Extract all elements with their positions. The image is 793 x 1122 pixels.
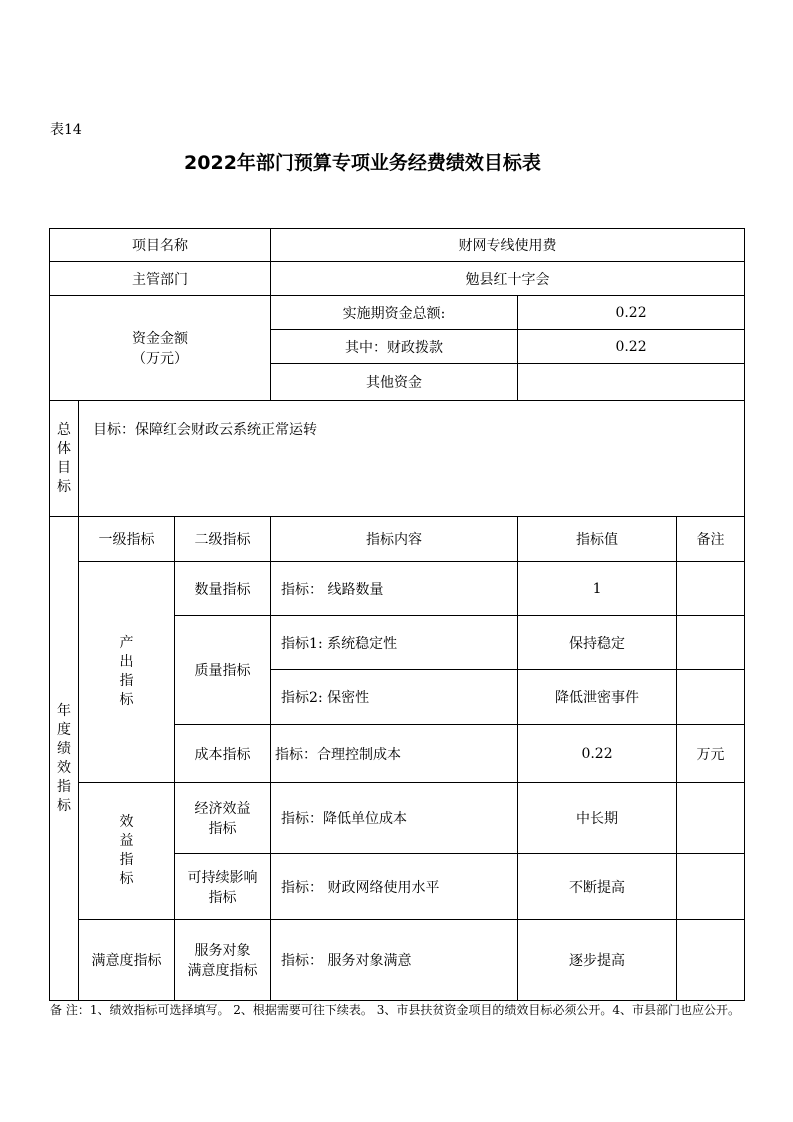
satisfaction-value: 逐步提高 (518, 920, 677, 1001)
funds-label-line1: 资金金额 (132, 331, 189, 347)
sustain-label-line1: 可持续影响 (187, 869, 258, 886)
annual-indicator-label-char: 年 (57, 702, 71, 719)
funds-fiscal-label: 其中：财政拨款 (271, 330, 518, 364)
funds-total-label: 实施期资金总额: (271, 296, 518, 330)
satisfaction-content: 指标： 服务对象满意 (271, 920, 518, 1001)
department-row (50, 262, 745, 296)
quantity-remark (677, 562, 745, 616)
annual-indicator-label-char: 效 (57, 759, 71, 776)
quantity-content: 指标： 线路数量 (271, 562, 518, 616)
sustain-value: 不断提高 (518, 854, 677, 920)
header-remark: 备注 (677, 517, 745, 562)
funds-total-value: 0.22 (518, 296, 745, 330)
economic-value: 中长期 (518, 783, 677, 854)
overall-goal-label-char: 目 (57, 459, 71, 476)
department-label: 主管部门 (50, 262, 271, 296)
economic-label-line2: 指标 (208, 821, 237, 837)
header-content: 指标内容 (271, 517, 518, 562)
economic-remark (677, 783, 745, 854)
header-level2: 二级指标 (175, 517, 271, 562)
table-number: 表14 (50, 122, 82, 138)
economic-content: 指标：降低单位成本 (271, 783, 518, 854)
benefit-indicator-label (79, 783, 175, 920)
header-level1: 一级指标 (79, 517, 175, 562)
quality2-value: 降低泄密事件 (518, 670, 677, 725)
annual-indicator-label (50, 517, 79, 1001)
output-label-char: 产 (119, 635, 134, 651)
benefit-label-char: 益 (119, 833, 134, 849)
page-title: 2022年部门预算专项业务经费绩效目标表 (184, 152, 541, 174)
annual-indicator-label-char: 标 (57, 797, 71, 814)
output-indicator-label (79, 562, 175, 783)
overall-goal-label-char: 标 (57, 478, 71, 495)
satisfaction-label-line1: 服务对象 (194, 943, 251, 959)
quality2-remark (677, 670, 745, 725)
quantity-label: 数量指标 (175, 562, 271, 616)
performance-table (49, 228, 745, 1001)
funds-other-value (518, 364, 745, 401)
cost-value: 0.22 (518, 725, 677, 783)
indicator-header-row (50, 517, 745, 562)
output-label-char: 指 (119, 673, 134, 689)
satisfaction-remark (677, 920, 745, 1001)
department-value: 勉县红十字会 (271, 262, 745, 296)
overall-goal-row (50, 401, 745, 517)
cost-label: 成本指标 (175, 725, 271, 783)
economic-label-line1: 经济效益 (194, 801, 251, 817)
annual-indicator-label-char: 绩 (57, 740, 71, 757)
funds-other-label: 其他资金 (271, 364, 518, 401)
benefit-label-char: 效 (119, 814, 134, 830)
output-label-char: 标 (119, 692, 134, 708)
satisfaction-label-line2: 满意度指标 (187, 963, 258, 979)
output-label-char: 出 (119, 654, 134, 670)
funds-label (50, 296, 271, 401)
cost-remark: 万元 (677, 725, 745, 783)
overall-goal-label-char: 体 (57, 440, 71, 457)
sustain-content: 指标： 财政网络使用水平 (271, 854, 518, 920)
benefit-label-char: 指 (119, 852, 134, 868)
funds-fiscal-value: 0.22 (518, 330, 745, 364)
overall-goal-text: 目标：保障红会财政云系统正常运转 (79, 401, 745, 517)
quality1-remark (677, 616, 745, 670)
sustain-label-line2: 指标 (208, 889, 237, 906)
economic-label (175, 783, 271, 854)
sustain-label (175, 854, 271, 920)
funds-total-row (50, 296, 745, 330)
project-name-label: 项目名称 (50, 229, 271, 262)
sustain-remark (677, 854, 745, 920)
quantity-value: 1 (518, 562, 677, 616)
benefit-label-char: 标 (119, 871, 134, 887)
overall-goal-label-char: 总 (57, 421, 71, 438)
satisfaction-row (50, 920, 745, 1001)
quality2-content: 指标2: 保密性 (271, 670, 518, 725)
cost-content: 指标：合理控制成本 (271, 725, 518, 783)
header-value: 指标值 (518, 517, 677, 562)
economic-row (50, 783, 745, 854)
overall-goal-label (50, 401, 79, 517)
footnote: 备 注：1、绩效指标可选择填写。 2、根据需要可往下续表。 3、市县扶贫资金项目的绩效目标必须公开。4、市县部门也应公开。 (50, 1003, 740, 1017)
project-name-row (50, 229, 745, 262)
quality-label: 质量指标 (175, 616, 271, 725)
funds-label-line2: （万元） (132, 351, 189, 367)
annual-indicator-label-char: 度 (57, 721, 71, 738)
annual-indicator-label-char: 指 (57, 778, 71, 795)
satisfaction-level1: 满意度指标 (79, 920, 175, 1001)
satisfaction-label (175, 920, 271, 1001)
project-name-value: 财网专线使用费 (271, 229, 745, 262)
quantity-row (50, 562, 745, 616)
quality1-value: 保持稳定 (518, 616, 677, 670)
quality1-content: 指标1: 系统稳定性 (271, 616, 518, 670)
